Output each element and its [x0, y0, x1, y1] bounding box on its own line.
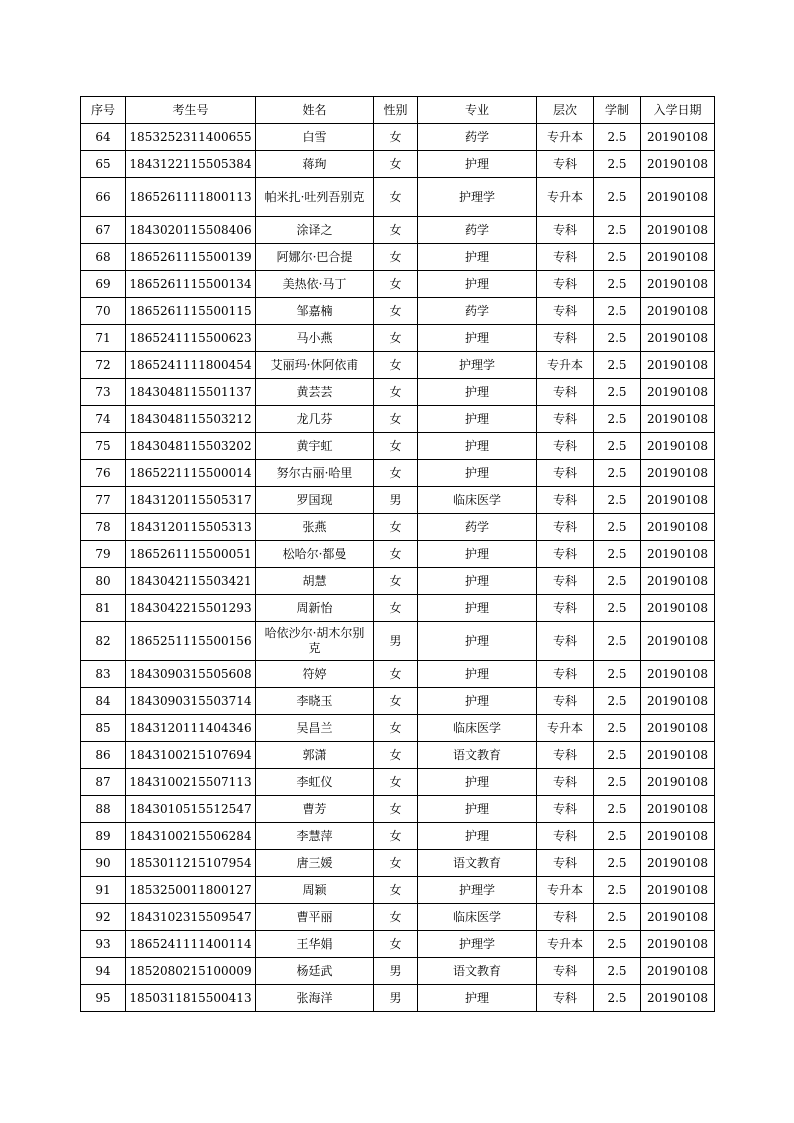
- table-row: [81, 244, 715, 271]
- cell-level: 专科: [537, 433, 594, 460]
- cell-major: 护理学: [418, 877, 537, 904]
- table-row: [81, 985, 715, 1012]
- cell-duration: 2.5: [594, 688, 641, 715]
- cell-duration: 2.5: [594, 715, 641, 742]
- table-row: [81, 271, 715, 298]
- cell-major: 护理: [418, 151, 537, 178]
- cell-index: 88: [81, 796, 126, 823]
- cell-gender: 女: [374, 595, 418, 622]
- cell-level: 专科: [537, 796, 594, 823]
- cell-major: 护理: [418, 796, 537, 823]
- cell-gender: 女: [374, 325, 418, 352]
- cell-name: 张海洋: [256, 985, 374, 1012]
- cell-name: 吴昌兰: [256, 715, 374, 742]
- cell-major: 护理: [418, 985, 537, 1012]
- cell-enroll-date: 20190108: [641, 298, 715, 325]
- cell-level: 专科: [537, 298, 594, 325]
- table-row: [81, 514, 715, 541]
- cell-exam-number: 1852080215100009: [126, 958, 256, 985]
- cell-enroll-date: 20190108: [641, 769, 715, 796]
- cell-enroll-date: 20190108: [641, 568, 715, 595]
- cell-name: 曹芳: [256, 796, 374, 823]
- cell-name: 黄宇虹: [256, 433, 374, 460]
- cell-duration: 2.5: [594, 904, 641, 931]
- cell-name: 李晓玉: [256, 688, 374, 715]
- cell-exam-number: 1843122115505384: [126, 151, 256, 178]
- cell-enroll-date: 20190108: [641, 178, 715, 217]
- cell-index: 83: [81, 661, 126, 688]
- cell-level: 专科: [537, 514, 594, 541]
- table-row: [81, 406, 715, 433]
- cell-enroll-date: 20190108: [641, 487, 715, 514]
- cell-duration: 2.5: [594, 406, 641, 433]
- cell-level: 专科: [537, 217, 594, 244]
- cell-level: 专科: [537, 823, 594, 850]
- cell-name: 杨廷武: [256, 958, 374, 985]
- table-row: [81, 715, 715, 742]
- cell-gender: 女: [374, 769, 418, 796]
- cell-level: 专升本: [537, 124, 594, 151]
- cell-index: 78: [81, 514, 126, 541]
- cell-gender: 女: [374, 151, 418, 178]
- table-row: [81, 688, 715, 715]
- cell-name: 松哈尔·都曼: [256, 541, 374, 568]
- cell-name: 帕米扎·吐列吾别克: [256, 178, 374, 217]
- cell-enroll-date: 20190108: [641, 688, 715, 715]
- cell-index: 76: [81, 460, 126, 487]
- table-body: [81, 124, 715, 1012]
- cell-level: 专科: [537, 958, 594, 985]
- table-row: [81, 487, 715, 514]
- table-row: [81, 325, 715, 352]
- cell-level: 专科: [537, 850, 594, 877]
- cell-duration: 2.5: [594, 151, 641, 178]
- cell-enroll-date: 20190108: [641, 958, 715, 985]
- cell-name: 曹平丽: [256, 904, 374, 931]
- cell-name: 张燕: [256, 514, 374, 541]
- cell-major: 护理: [418, 271, 537, 298]
- cell-exam-number: 1843100215506284: [126, 823, 256, 850]
- table-row: [81, 958, 715, 985]
- cell-level: 专科: [537, 460, 594, 487]
- cell-exam-number: 1865261111800113: [126, 178, 256, 217]
- cell-enroll-date: 20190108: [641, 850, 715, 877]
- cell-index: 71: [81, 325, 126, 352]
- cell-duration: 2.5: [594, 460, 641, 487]
- cell-index: 75: [81, 433, 126, 460]
- cell-duration: 2.5: [594, 568, 641, 595]
- cell-major: 护理: [418, 460, 537, 487]
- header-major: 专业: [418, 97, 537, 124]
- table-row: [81, 217, 715, 244]
- cell-exam-number: 1853011215107954: [126, 850, 256, 877]
- cell-gender: 女: [374, 850, 418, 877]
- table-row: [81, 178, 715, 217]
- cell-name: 黄芸芸: [256, 379, 374, 406]
- cell-index: 85: [81, 715, 126, 742]
- cell-name: 李慧萍: [256, 823, 374, 850]
- cell-duration: 2.5: [594, 541, 641, 568]
- cell-gender: 女: [374, 178, 418, 217]
- cell-level: 专科: [537, 622, 594, 661]
- cell-exam-number: 1850311815500413: [126, 985, 256, 1012]
- cell-level: 专科: [537, 487, 594, 514]
- cell-index: 69: [81, 271, 126, 298]
- cell-enroll-date: 20190108: [641, 823, 715, 850]
- cell-major: 语文教育: [418, 850, 537, 877]
- cell-major: 药学: [418, 514, 537, 541]
- table-row: [81, 661, 715, 688]
- cell-name: 哈依沙尔·胡木尔别克: [256, 622, 374, 661]
- table-row: [81, 595, 715, 622]
- cell-level: 专科: [537, 985, 594, 1012]
- cell-level: 专科: [537, 151, 594, 178]
- cell-exam-number: 1865261115500051: [126, 541, 256, 568]
- cell-level: 专科: [537, 595, 594, 622]
- cell-name: 蒋珣: [256, 151, 374, 178]
- cell-enroll-date: 20190108: [641, 379, 715, 406]
- cell-duration: 2.5: [594, 178, 641, 217]
- cell-major: 护理: [418, 325, 537, 352]
- cell-level: 专科: [537, 379, 594, 406]
- cell-exam-number: 1843100215107694: [126, 742, 256, 769]
- table-row: [81, 904, 715, 931]
- table-row: [81, 379, 715, 406]
- cell-index: 68: [81, 244, 126, 271]
- table-row: [81, 541, 715, 568]
- cell-exam-number: 1843120115505317: [126, 487, 256, 514]
- cell-gender: 女: [374, 433, 418, 460]
- table-row: [81, 931, 715, 958]
- cell-name: 邹嘉楠: [256, 298, 374, 325]
- cell-enroll-date: 20190108: [641, 595, 715, 622]
- cell-name: 马小燕: [256, 325, 374, 352]
- table-row: [81, 769, 715, 796]
- cell-duration: 2.5: [594, 850, 641, 877]
- cell-gender: 女: [374, 124, 418, 151]
- cell-major: 护理学: [418, 931, 537, 958]
- cell-index: 73: [81, 379, 126, 406]
- cell-duration: 2.5: [594, 769, 641, 796]
- cell-gender: 女: [374, 352, 418, 379]
- cell-duration: 2.5: [594, 379, 641, 406]
- cell-duration: 2.5: [594, 244, 641, 271]
- cell-major: 护理: [418, 406, 537, 433]
- cell-name: 周新怡: [256, 595, 374, 622]
- cell-exam-number: 1865241111800454: [126, 352, 256, 379]
- cell-name: 王华娟: [256, 931, 374, 958]
- cell-gender: 女: [374, 568, 418, 595]
- cell-enroll-date: 20190108: [641, 904, 715, 931]
- cell-major: 护理: [418, 769, 537, 796]
- cell-index: 94: [81, 958, 126, 985]
- student-roster-table: [80, 96, 715, 1012]
- header-duration: 学制: [594, 97, 641, 124]
- cell-duration: 2.5: [594, 325, 641, 352]
- cell-enroll-date: 20190108: [641, 715, 715, 742]
- cell-enroll-date: 20190108: [641, 433, 715, 460]
- cell-duration: 2.5: [594, 622, 641, 661]
- cell-gender: 女: [374, 796, 418, 823]
- cell-exam-number: 1865261115500134: [126, 271, 256, 298]
- cell-gender: 女: [374, 379, 418, 406]
- cell-name: 艾丽玛·休阿依甫: [256, 352, 374, 379]
- table-row: [81, 622, 715, 661]
- cell-index: 79: [81, 541, 126, 568]
- table-row: [81, 568, 715, 595]
- cell-exam-number: 1865261115500139: [126, 244, 256, 271]
- cell-gender: 女: [374, 460, 418, 487]
- cell-name: 龙几芬: [256, 406, 374, 433]
- cell-level: 专科: [537, 688, 594, 715]
- cell-exam-number: 1843010515512547: [126, 796, 256, 823]
- cell-enroll-date: 20190108: [641, 406, 715, 433]
- cell-exam-number: 1843090315503714: [126, 688, 256, 715]
- cell-enroll-date: 20190108: [641, 352, 715, 379]
- cell-index: 86: [81, 742, 126, 769]
- cell-name: 罗国现: [256, 487, 374, 514]
- cell-duration: 2.5: [594, 433, 641, 460]
- cell-index: 82: [81, 622, 126, 661]
- cell-name: 胡慧: [256, 568, 374, 595]
- cell-index: 95: [81, 985, 126, 1012]
- cell-major: 临床医学: [418, 904, 537, 931]
- cell-major: 护理: [418, 568, 537, 595]
- cell-level: 专科: [537, 244, 594, 271]
- cell-index: 65: [81, 151, 126, 178]
- cell-exam-number: 1853252311400655: [126, 124, 256, 151]
- cell-exam-number: 1843048115503202: [126, 433, 256, 460]
- cell-enroll-date: 20190108: [641, 541, 715, 568]
- cell-major: 语文教育: [418, 958, 537, 985]
- table-row: [81, 850, 715, 877]
- cell-duration: 2.5: [594, 124, 641, 151]
- table-row: [81, 433, 715, 460]
- cell-gender: 女: [374, 715, 418, 742]
- cell-index: 89: [81, 823, 126, 850]
- cell-major: 护理: [418, 688, 537, 715]
- cell-exam-number: 1865221115500014: [126, 460, 256, 487]
- cell-duration: 2.5: [594, 823, 641, 850]
- table-row: [81, 460, 715, 487]
- cell-major: 护理: [418, 595, 537, 622]
- table-row: [81, 742, 715, 769]
- cell-enroll-date: 20190108: [641, 796, 715, 823]
- cell-enroll-date: 20190108: [641, 325, 715, 352]
- cell-enroll-date: 20190108: [641, 514, 715, 541]
- cell-enroll-date: 20190108: [641, 151, 715, 178]
- cell-enroll-date: 20190108: [641, 271, 715, 298]
- cell-duration: 2.5: [594, 487, 641, 514]
- cell-major: 药学: [418, 217, 537, 244]
- cell-enroll-date: 20190108: [641, 244, 715, 271]
- cell-index: 84: [81, 688, 126, 715]
- cell-index: 80: [81, 568, 126, 595]
- cell-exam-number: 1843048115503212: [126, 406, 256, 433]
- cell-enroll-date: 20190108: [641, 985, 715, 1012]
- cell-major: 护理: [418, 541, 537, 568]
- cell-level: 专科: [537, 271, 594, 298]
- header-enroll-date: 入学日期: [641, 97, 715, 124]
- cell-gender: 女: [374, 244, 418, 271]
- cell-duration: 2.5: [594, 298, 641, 325]
- cell-level: 专科: [537, 568, 594, 595]
- cell-index: 64: [81, 124, 126, 151]
- cell-index: 93: [81, 931, 126, 958]
- cell-gender: 女: [374, 217, 418, 244]
- table-row: [81, 823, 715, 850]
- cell-index: 81: [81, 595, 126, 622]
- cell-duration: 2.5: [594, 514, 641, 541]
- cell-level: 专升本: [537, 178, 594, 217]
- cell-duration: 2.5: [594, 742, 641, 769]
- cell-major: 护理: [418, 244, 537, 271]
- cell-gender: 女: [374, 877, 418, 904]
- cell-name: 努尔古丽·哈里: [256, 460, 374, 487]
- cell-exam-number: 1843048115501137: [126, 379, 256, 406]
- cell-duration: 2.5: [594, 595, 641, 622]
- cell-level: 专科: [537, 904, 594, 931]
- cell-exam-number: 1865241111400114: [126, 931, 256, 958]
- cell-exam-number: 1853250011800127: [126, 877, 256, 904]
- table-row: [81, 877, 715, 904]
- cell-enroll-date: 20190108: [641, 124, 715, 151]
- cell-name: 唐三媛: [256, 850, 374, 877]
- table-row: [81, 151, 715, 178]
- cell-index: 67: [81, 217, 126, 244]
- cell-index: 70: [81, 298, 126, 325]
- cell-major: 药学: [418, 124, 537, 151]
- table-row: [81, 124, 715, 151]
- cell-index: 74: [81, 406, 126, 433]
- cell-enroll-date: 20190108: [641, 217, 715, 244]
- cell-gender: 女: [374, 271, 418, 298]
- cell-gender: 男: [374, 487, 418, 514]
- header-name: 姓名: [256, 97, 374, 124]
- cell-index: 92: [81, 904, 126, 931]
- header-level: 层次: [537, 97, 594, 124]
- cell-index: 87: [81, 769, 126, 796]
- cell-exam-number: 1843120111404346: [126, 715, 256, 742]
- table-row: [81, 352, 715, 379]
- cell-level: 专科: [537, 769, 594, 796]
- cell-enroll-date: 20190108: [641, 661, 715, 688]
- cell-name: 周颖: [256, 877, 374, 904]
- cell-major: 护理学: [418, 352, 537, 379]
- cell-level: 专升本: [537, 931, 594, 958]
- cell-name: 符婷: [256, 661, 374, 688]
- cell-exam-number: 1843120115505313: [126, 514, 256, 541]
- cell-gender: 女: [374, 661, 418, 688]
- cell-name: 涂译之: [256, 217, 374, 244]
- cell-major: 语文教育: [418, 742, 537, 769]
- cell-major: 护理: [418, 379, 537, 406]
- cell-duration: 2.5: [594, 985, 641, 1012]
- cell-exam-number: 1865251115500156: [126, 622, 256, 661]
- cell-level: 专科: [537, 742, 594, 769]
- cell-exam-number: 1843090315505608: [126, 661, 256, 688]
- cell-major: 药学: [418, 298, 537, 325]
- cell-enroll-date: 20190108: [641, 460, 715, 487]
- cell-level: 专科: [537, 406, 594, 433]
- cell-exam-number: 1843042115503421: [126, 568, 256, 595]
- cell-duration: 2.5: [594, 217, 641, 244]
- cell-name: 李虹仪: [256, 769, 374, 796]
- cell-gender: 女: [374, 742, 418, 769]
- cell-enroll-date: 20190108: [641, 622, 715, 661]
- header-index: 序号: [81, 97, 126, 124]
- cell-duration: 2.5: [594, 352, 641, 379]
- cell-name: 白雪: [256, 124, 374, 151]
- cell-gender: 女: [374, 514, 418, 541]
- cell-gender: 女: [374, 823, 418, 850]
- cell-name: 美热依·马丁: [256, 271, 374, 298]
- cell-name: 郭潇: [256, 742, 374, 769]
- cell-enroll-date: 20190108: [641, 931, 715, 958]
- cell-level: 专升本: [537, 877, 594, 904]
- cell-index: 77: [81, 487, 126, 514]
- cell-level: 专升本: [537, 715, 594, 742]
- cell-index: 91: [81, 877, 126, 904]
- cell-major: 护理: [418, 622, 537, 661]
- cell-duration: 2.5: [594, 796, 641, 823]
- cell-exam-number: 1843020115508406: [126, 217, 256, 244]
- cell-gender: 女: [374, 688, 418, 715]
- cell-level: 专科: [537, 541, 594, 568]
- cell-level: 专科: [537, 325, 594, 352]
- cell-index: 72: [81, 352, 126, 379]
- cell-duration: 2.5: [594, 271, 641, 298]
- cell-major: 临床医学: [418, 715, 537, 742]
- header-gender: 性别: [374, 97, 418, 124]
- cell-duration: 2.5: [594, 661, 641, 688]
- cell-gender: 女: [374, 904, 418, 931]
- cell-gender: 女: [374, 541, 418, 568]
- cell-duration: 2.5: [594, 958, 641, 985]
- cell-enroll-date: 20190108: [641, 877, 715, 904]
- cell-major: 护理: [418, 661, 537, 688]
- cell-gender: 女: [374, 298, 418, 325]
- cell-level: 专升本: [537, 352, 594, 379]
- table-row: [81, 796, 715, 823]
- cell-gender: 女: [374, 931, 418, 958]
- cell-name: 阿娜尔·巴合提: [256, 244, 374, 271]
- cell-enroll-date: 20190108: [641, 742, 715, 769]
- cell-duration: 2.5: [594, 931, 641, 958]
- cell-gender: 男: [374, 958, 418, 985]
- cell-major: 护理: [418, 433, 537, 460]
- cell-major: 护理: [418, 823, 537, 850]
- cell-exam-number: 1843100215507113: [126, 769, 256, 796]
- cell-exam-number: 1843042215501293: [126, 595, 256, 622]
- cell-gender: 女: [374, 406, 418, 433]
- cell-index: 90: [81, 850, 126, 877]
- cell-major: 护理学: [418, 178, 537, 217]
- cell-duration: 2.5: [594, 877, 641, 904]
- cell-major: 临床医学: [418, 487, 537, 514]
- cell-gender: 男: [374, 622, 418, 661]
- table-header-row: [81, 97, 715, 124]
- cell-exam-number: 1865261115500115: [126, 298, 256, 325]
- header-exam-number: 考生号: [126, 97, 256, 124]
- cell-index: 66: [81, 178, 126, 217]
- cell-exam-number: 1843102315509547: [126, 904, 256, 931]
- cell-level: 专科: [537, 661, 594, 688]
- cell-exam-number: 1865241115500623: [126, 325, 256, 352]
- cell-gender: 男: [374, 985, 418, 1012]
- table-row: [81, 298, 715, 325]
